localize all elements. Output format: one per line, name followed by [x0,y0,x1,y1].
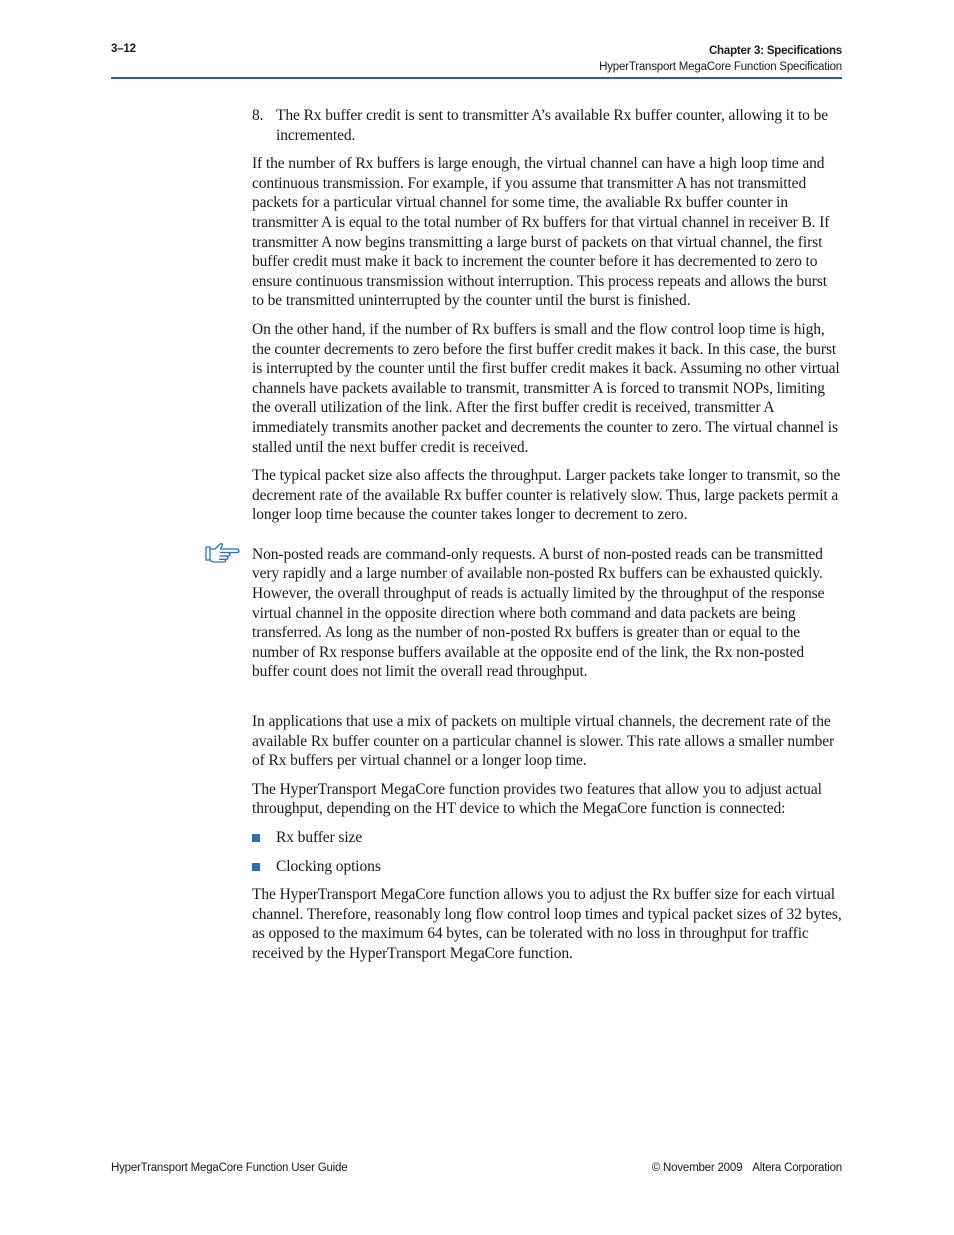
item-text: The Rx buffer credit is sent to transmitter A’s available Rx buffer counter, allowing it to be incremented. [276,107,829,144]
paragraph-packet-size: The typical packet size also affects the throughput. Larger packets take longer to transmit, so the decrement rate of the available Rx buffer counter is relatively slow. Thus, large packets permit a longer loop time because the counter takes longer to decrement to zero. [252,467,841,524]
note-block [252,545,842,682]
section-title: HyperTransport MegaCore Function Specification [599,61,842,73]
note-text: Non-posted reads are command-only requests. A burst of non-posted reads can be transmitted very rapidly and a large number of available non-posted Rx buffers can be exhausted quickly. However, the overall throughput of reads is actually limited by the throughput of the response virtual channel in the opposite direction where both command and data packets are being transferred. As long as the number of non-posted Rx buffers is greater than or equal to the number of Rx response buffers available at the opposite end of the link, the Rx non-posted buffer count does not limit the overall read throughput. [252,545,825,681]
bullet-item [252,828,842,848]
paragraph-loop-time: If the number of Rx buffers is large enough, the virtual channel can have a high loop time and continuous transmission. For example, if you assume that transmitter A has not transmitted packets for a particular virtual channel for some time, the avaliable Rx buffer counter in transmitter A is equal to the total number of Rx buffers for that virtual channel in receiver B. If transmitter A now begins transmitting a large burst of packets on that virtual channel, the first buffer credit must make it back to increment the counter before it has decremented to zero to ensure continuous transmission without interruption. This process repeats and allows the burst to be transmitted uninterrupted by the counter until the burst is finished. [252,155,830,310]
item-number: 8. [252,107,264,124]
header-rule [111,77,842,79]
numbered-item-8 [252,106,842,145]
bullet-text: Rx buffer size [276,829,363,846]
footer-right [652,1162,842,1174]
bullet-square-icon [252,863,260,871]
paragraph-features-intro: The HyperTransport MegaCore function provides two features that allow you to adjust actual throughput, depending on the HT device to which the MegaCore function is connected: [252,780,822,818]
footer-company: Altera Corporation [752,1162,842,1174]
bullet-text: Clocking options [276,857,381,875]
bullet-item [252,857,842,877]
footer-date: © November 2009 [651,1162,743,1174]
page-number: 3–12 [111,43,136,55]
paragraph-small-buffers: On the other hand, if the number of Rx buffers is small and the flow control loop time is high, the counter decrements to zero before the first buffer credit makes it back. In this case, the burst is interrupted by the counter until the first buffer credit makes it back. Assuming no other virtual channels have packets available to transmit, transmitter A is forced to transmit NOPs, limiting the overall utilization of the link. After the first buffer credit is received, transmitter A immediately transmits another packet and decrements the counter to zero. The virtual channel is stalled until the next buffer credit is received. [252,320,840,456]
footer-guide-title: HyperTransport MegaCore Function User Guide [111,1162,348,1174]
body-content [252,106,842,973]
paragraph-rx-buffer-size: The HyperTransport MegaCore function allows you to adjust the Rx buffer size for each virtual channel. Therefore, reasonably long flow control loop times and typical packet sizes of 32 bytes, as opposed to the maximum 64 bytes, can be tolerated with no loss in throughput for traffic received by the HyperTransport MegaCore function. [252,886,842,962]
chapter-title: Chapter 3: Specifications [708,45,842,57]
bullet-square-icon [252,834,260,842]
pointing-hand-icon [204,541,240,565]
paragraph-mixed-channels: In applications that use a mix of packets on multiple virtual channels, the decrement rate of the available Rx buffer counter on a particular channel is slower. This rate allows a smaller number of Rx buffers per virtual channel or a longer loop time. [252,713,835,770]
running-header [599,43,842,75]
